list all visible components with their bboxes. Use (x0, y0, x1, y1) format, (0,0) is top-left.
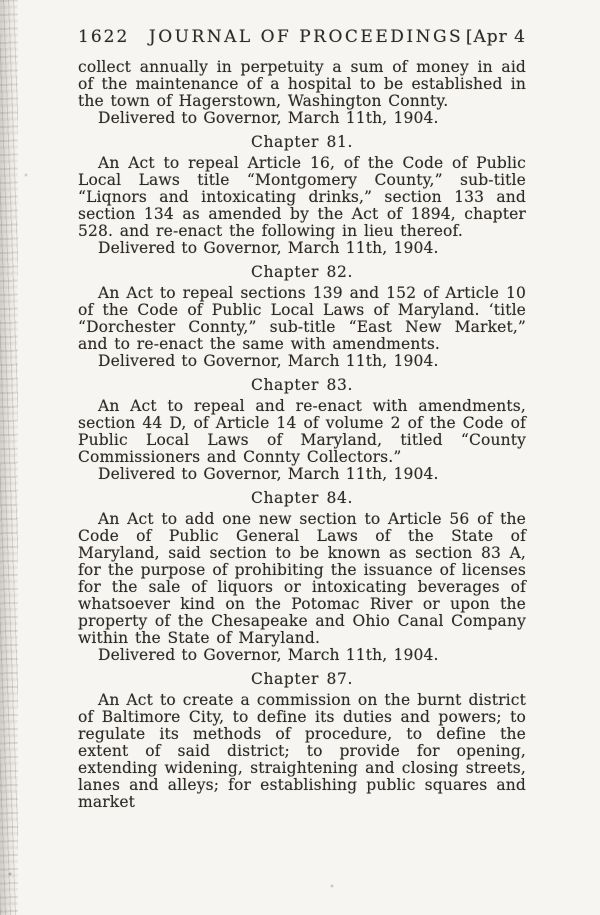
chapter-heading: Chapter 81. (251, 133, 353, 151)
chapter-heading: Chapter 87. (251, 670, 353, 688)
chapter-heading: Chapter 84. (251, 489, 353, 507)
page-binding-noise (0, 0, 18, 915)
page-body (78, 59, 526, 811)
chapter-body: An Act to repeal sections 139 and 152 of Article 10 of the Code of Public Local Laws of Maryland. ‘title “Dorchester Connty,” sub-title “East New Market,” and to re-enact the same with amendments. (78, 284, 526, 353)
date-marker: [Apr 4 (465, 27, 526, 47)
delivery-line: Delivered to Governor, March 11th, 1904. (98, 109, 439, 127)
chapter-heading: Chapter 82. (251, 263, 353, 281)
chapter-body: An Act to repeal Article 16, of the Code of Public Local Laws title “Montgomery County,” sub-title “Liqnors and intoxicating drinks,” section 133 and section 134 as amended by the Act of 1894, chapter 528. and re-enact the following in lieu thereof. (78, 154, 526, 240)
chapter-section-84 (78, 490, 526, 664)
chapter-section-81 (78, 134, 526, 257)
continuation-paragraph: collect annually in perpetuity a sum of money in aid of the maintenance of a hospital to be established in the town of Hagerstown, Washington Connty. (78, 58, 526, 110)
chapter-body: An Act to create a commission on the burnt district of Baltimore City, to define its duties and powers; to regulate its methods of procedure, to define the extent of said district; to provide for opening, extending widening, straightening and closing streets, lanes and alleys; for establishing public squares and market (78, 691, 526, 811)
delivery-line: Delivered to Governor, March 11th, 1904. (98, 352, 439, 370)
journal-title: JOURNAL OF PROCEEDINGS (148, 27, 464, 47)
delivery-line: Delivered to Governor, March 11th, 1904. (98, 465, 439, 483)
delivery-line: Delivered to Governor, March 11th, 1904. (98, 239, 439, 257)
page-number: 1622 (78, 27, 130, 47)
page-header (78, 26, 526, 48)
chapter-section-87 (78, 671, 526, 811)
chapter-section-82 (78, 264, 526, 370)
chapter-body: An Act to add one new section to Article 56 of the Code of Public General Laws of the State of Maryland, said section to be known as section 83 A, for the purpose of prohibiting the issuance of licenses for the sale of liquors or intoxicating beverages of whatsoever kind on the Potomac River or upon the property of the Chesapeake and Ohio Canal Company within the State of Maryland. (78, 510, 526, 647)
delivery-line: Delivered to Governor, March 11th, 1904. (98, 646, 439, 664)
chapter-body: An Act to repeal and re-enact with amendments, section 44 D, of Article 14 of volume 2 of the Code of Public Local Laws of Maryland, titled “County Commissioners and Connty Collectors.” (78, 397, 526, 466)
chapter-heading: Chapter 83. (251, 376, 353, 394)
chapter-section-83 (78, 377, 526, 483)
